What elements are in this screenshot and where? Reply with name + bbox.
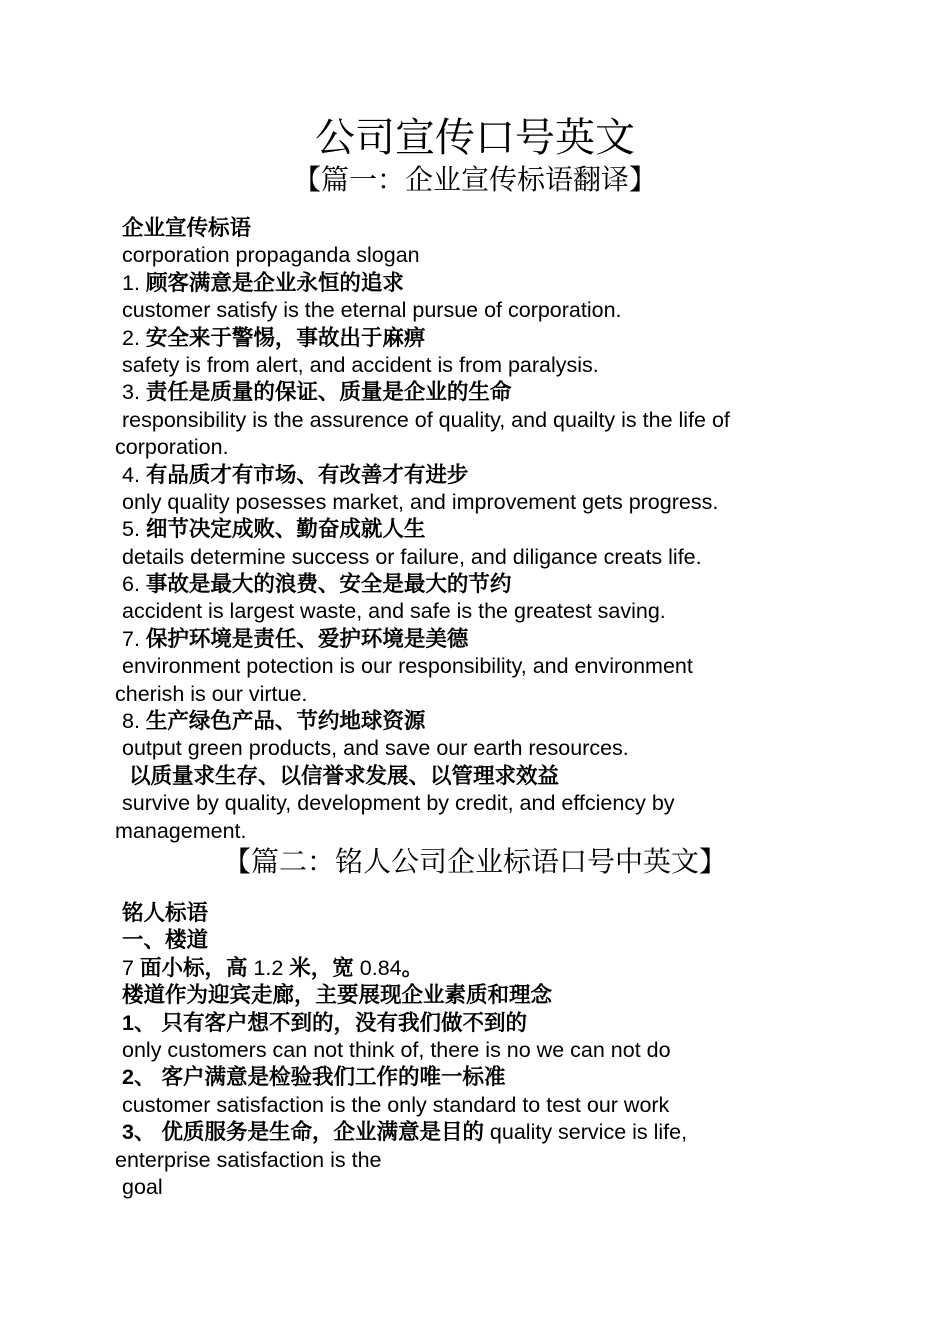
slogan-number: 5.: [122, 517, 146, 542]
section-heading-1: 【篇一：企业宣传标语翻译】: [292, 164, 657, 195]
slogan-en-continued: corporation.: [115, 435, 229, 460]
slogan-cn: [115, 571, 835, 598]
slogan-en: customer satisfy is the eternal pursue of corporation.: [122, 298, 622, 323]
slogan-number: 2、: [122, 1065, 162, 1090]
slogan-cn: [115, 325, 835, 352]
section-2-label: 铭人标语: [122, 901, 209, 925]
slogan-en-continued: goal: [122, 1174, 163, 1199]
spec-text: 面小标，高: [139, 955, 254, 980]
slogan-cn-text: 只有客户想不到的，没有我们做不到的: [161, 1010, 527, 1035]
corridor-description: 楼道作为迎宾走廊，主要展现企业素质和理念: [122, 983, 553, 1008]
slogan-cn-text: 保护环境是责任、爱护环境是美德: [145, 626, 469, 651]
slogan-cn-text: 有品质才有市场、有改善才有进步: [145, 462, 469, 487]
slogan-number: 6.: [122, 572, 146, 597]
slogan-cn: [115, 516, 835, 543]
slogan-en: only customers can not think of, there is no we can not do: [122, 1037, 671, 1062]
slogan-cn: [115, 462, 835, 489]
slogan-cn-text: 责任是质量的保证、质量是企业的生命: [145, 380, 512, 405]
slogan-number: 8.: [122, 709, 146, 734]
spec-height: 1.2: [253, 955, 290, 980]
slogan-number: 1.: [122, 270, 146, 295]
slogan-label-en: corporation propaganda slogan: [122, 243, 420, 268]
slogan-cn-text: 细节决定成败、勤奋成就人生: [145, 517, 426, 542]
slogan-number: 2.: [122, 325, 146, 350]
final-slogan-cn: 以质量求生存、以信誉求发展、以管理求效益: [129, 763, 560, 788]
slogan-cn: [115, 1119, 835, 1146]
final-slogan-en: survive by quality, development by credit, and effciency by: [122, 791, 675, 816]
slogan-cn-text: 事故是最大的浪费、安全是最大的节约: [145, 572, 512, 597]
slogan-number: 3、: [122, 1120, 162, 1145]
spec-width: 0.84: [359, 955, 402, 980]
slogan-cn-text: 客户满意是检验我们工作的唯一标准: [161, 1065, 506, 1090]
slogan-number: 7.: [122, 626, 146, 651]
slogan-cn: [115, 1064, 835, 1091]
slogan-en: environment potection is our responsibility, and environment: [122, 654, 693, 679]
slogan-number: 4.: [122, 462, 146, 487]
section-heading-2: 【篇二：铭人公司企业标语口号中英文】: [222, 846, 727, 877]
slogan-cn-text: 安全来于警惕，事故出于麻痹: [145, 325, 426, 350]
slogan-en-inline: quality service is life,: [483, 1120, 688, 1145]
section-1-body: [115, 215, 835, 845]
slogan-en: accident is largest waste, and safe is the greatest saving.: [122, 599, 666, 624]
slogan-cn-text: 优质服务是生命，企业满意是目的: [161, 1120, 484, 1145]
slogan-en: output green products, and save our earth resources.: [122, 736, 629, 761]
subsection-title: 一、楼道: [122, 928, 209, 953]
spec-count: 7: [122, 955, 140, 980]
slogan-cn: [115, 626, 835, 653]
section-2-body: [115, 900, 835, 1201]
slogan-cn: [115, 379, 835, 406]
slogan-cn: [115, 270, 835, 297]
slogan-en: safety is from alert, and accident is from paralysis.: [122, 352, 599, 377]
document-title: 公司宣传口号英文: [315, 116, 635, 160]
slogan-number: 1、: [122, 1010, 162, 1035]
final-slogan-en-continued: management.: [115, 818, 247, 843]
slogan-label-cn: 企业宣传标语: [122, 216, 252, 240]
slogan-cn-text: 生产绿色产品、节约地球资源: [145, 709, 426, 734]
sign-spec: [115, 955, 835, 982]
spec-text: 。: [401, 955, 424, 980]
slogan-en-continued: enterprise satisfaction is the: [115, 1147, 382, 1172]
slogan-number: 3.: [122, 380, 146, 405]
spec-text: 米，宽: [289, 955, 360, 980]
slogan-en-continued: cherish is our virtue.: [115, 681, 308, 706]
slogan-cn: [115, 708, 835, 735]
slogan-en: customer satisfaction is the only standard to test our work: [122, 1092, 670, 1117]
slogan-en: details determine success or failure, and diligance creats life.: [122, 544, 702, 569]
slogan-cn-text: 顾客满意是企业永恒的追求: [145, 270, 404, 295]
slogan-en: responsibility is the assurence of quality, and quailty is the life of: [122, 407, 730, 432]
slogan-cn: [115, 1010, 835, 1037]
slogan-en: only quality posesses market, and improvement gets progress.: [122, 489, 719, 514]
